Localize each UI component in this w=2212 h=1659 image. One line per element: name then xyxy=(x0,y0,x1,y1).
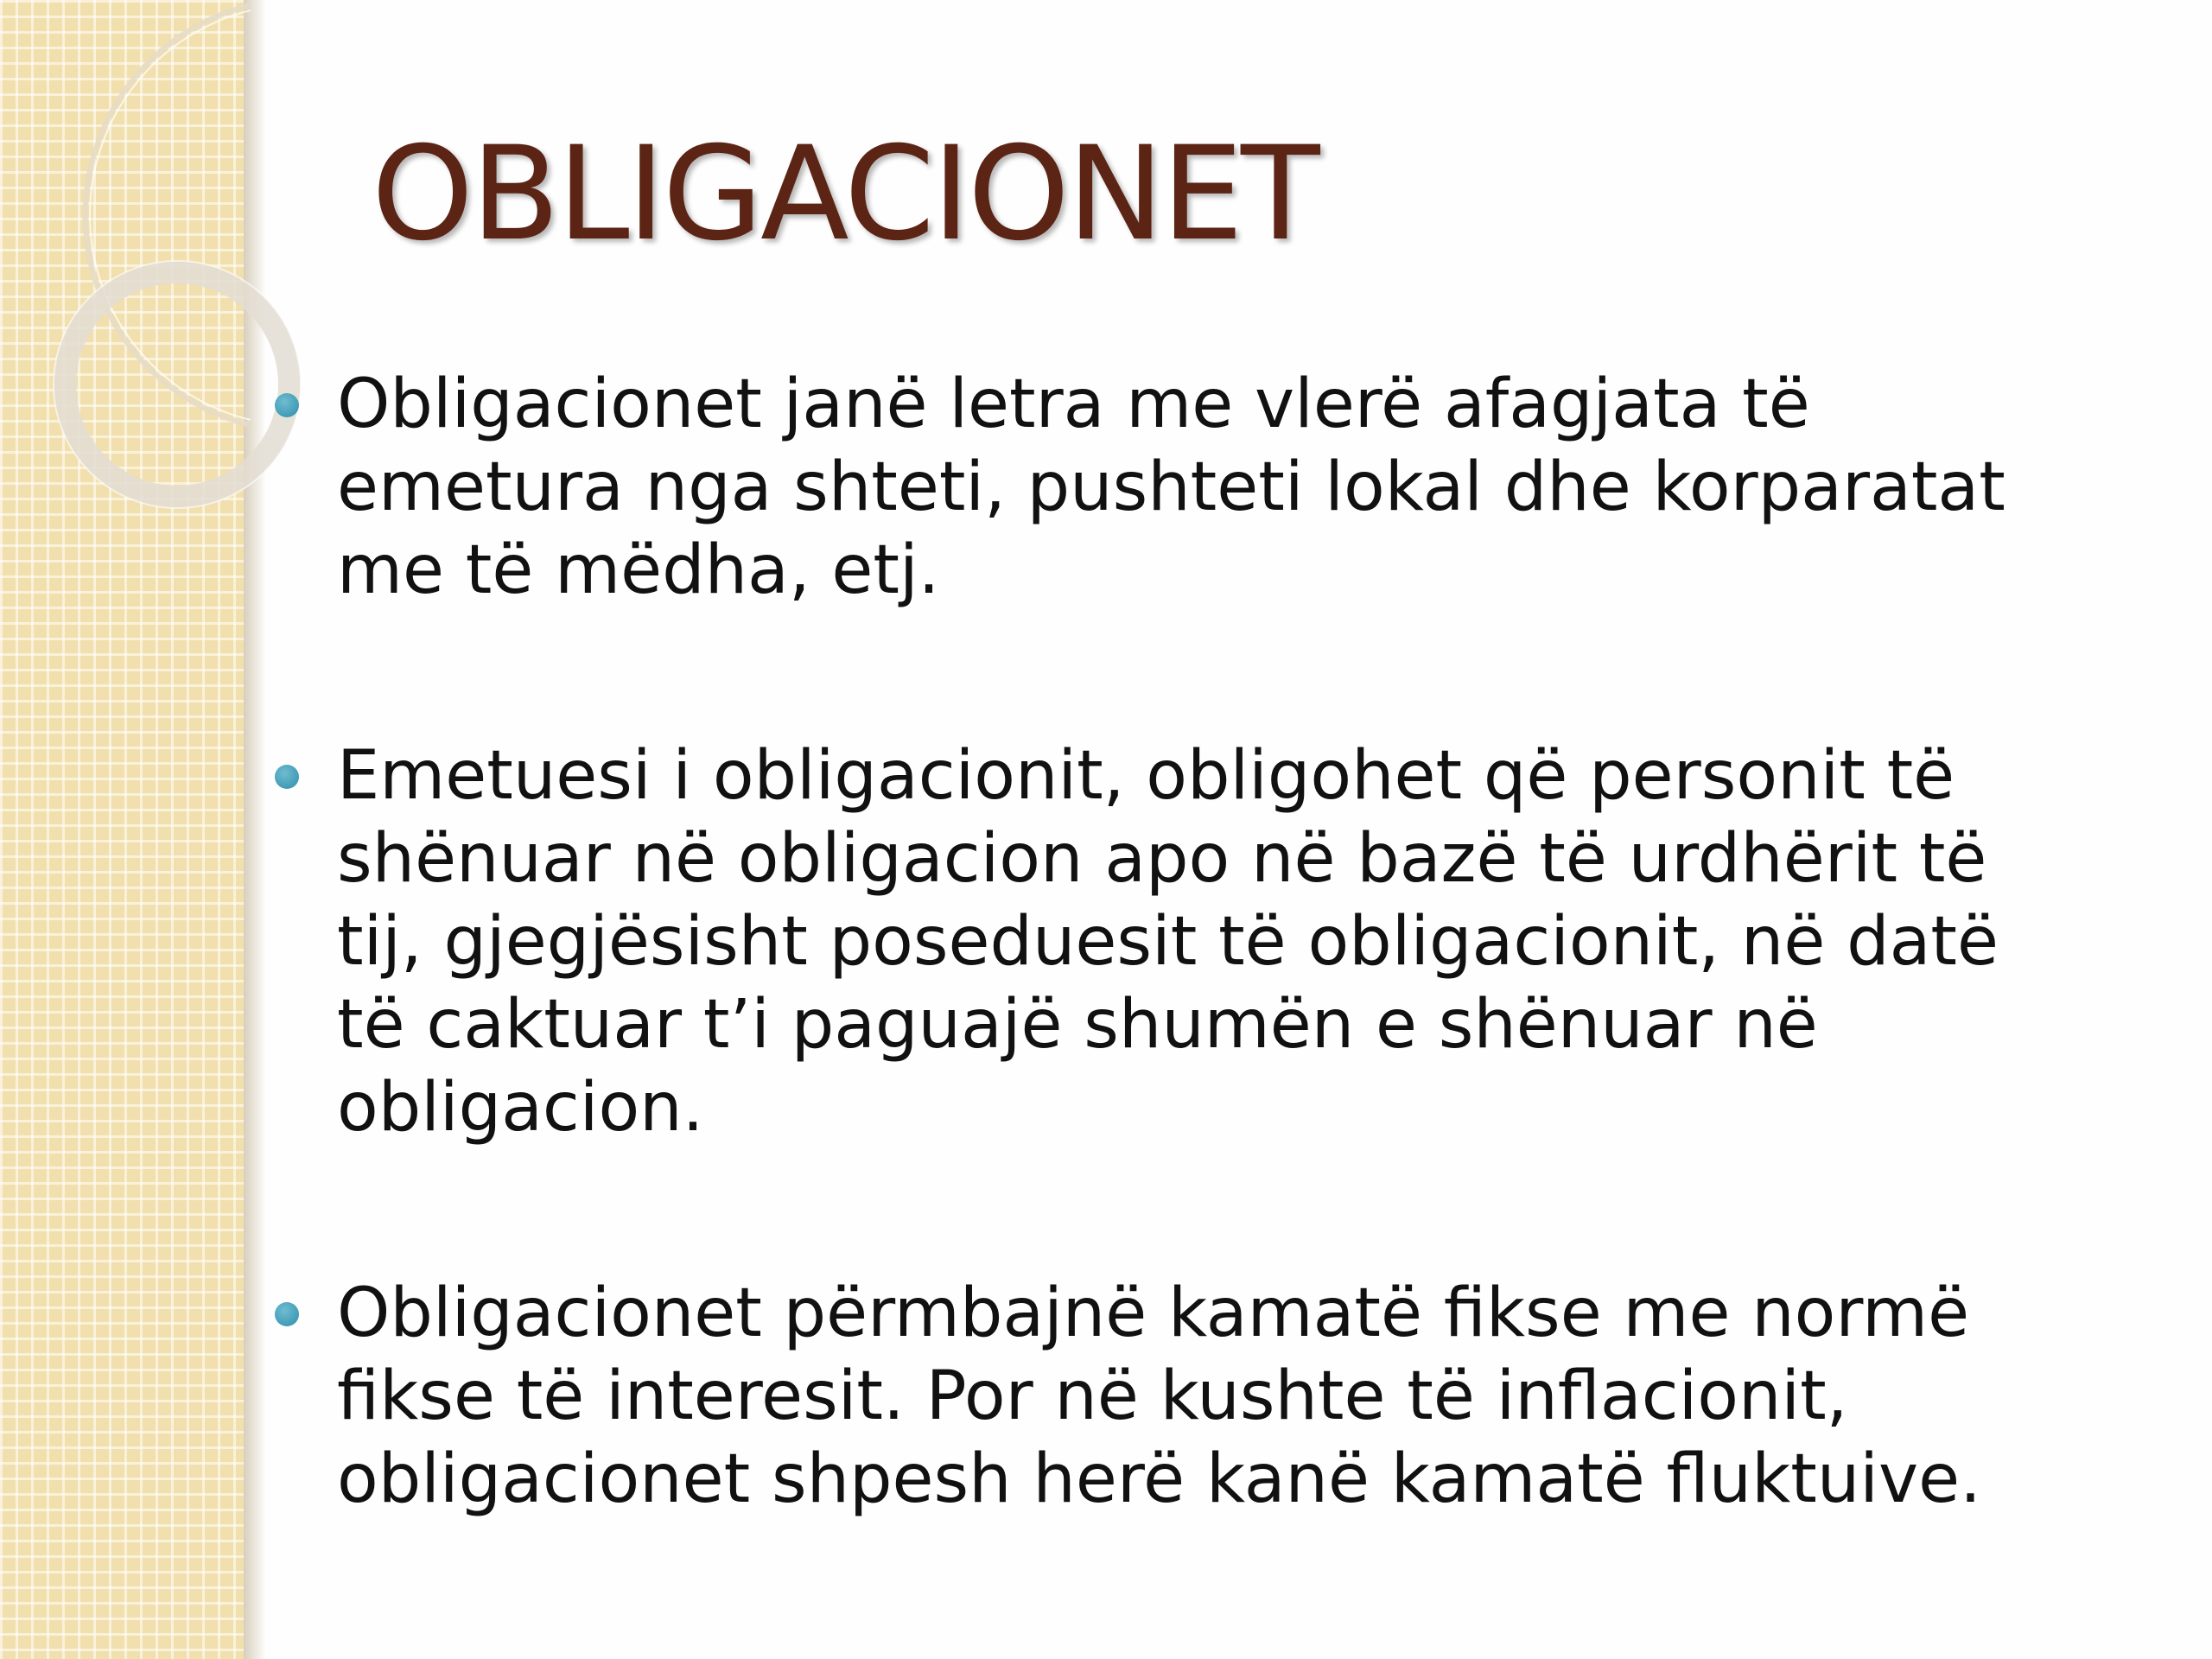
bullet-list xyxy=(275,363,2072,1521)
large-ring-arc xyxy=(86,5,251,425)
bullet-dot-icon xyxy=(275,393,299,417)
decorative-rings xyxy=(0,0,311,605)
bullet-dot-icon xyxy=(275,765,299,789)
bullet-item xyxy=(275,1272,2072,1521)
bullet-text: Emetuesi i obligacionit, obligohet që personit të shënuar në obligacion apo në bazë të urdhërit të tij, gjegjësisht poseduesit të obligacionit, në datë të caktuar t’i paguajë shumën e shënuar në obligacion. xyxy=(337,737,1999,1147)
bullet-item xyxy=(275,734,2072,1149)
slide-title: OBLIGACIONET xyxy=(372,119,1318,270)
bullet-text: Obligacionet përmbajnë kamatë fikse me normë fikse të interesit. Por në kushte të inflacionit, obligacionet shpesh herë kanë kamatë fluktuive. xyxy=(337,1274,1981,1518)
bullet-text: Obligacionet janë letra me vlerë afagjata të emetura nga shteti, pushteti lokal dhe korparatat me të mëdha, etj. xyxy=(337,365,2005,609)
bullet-dot-icon xyxy=(275,1302,299,1326)
small-ring xyxy=(65,272,289,497)
bullet-item xyxy=(275,363,2072,612)
